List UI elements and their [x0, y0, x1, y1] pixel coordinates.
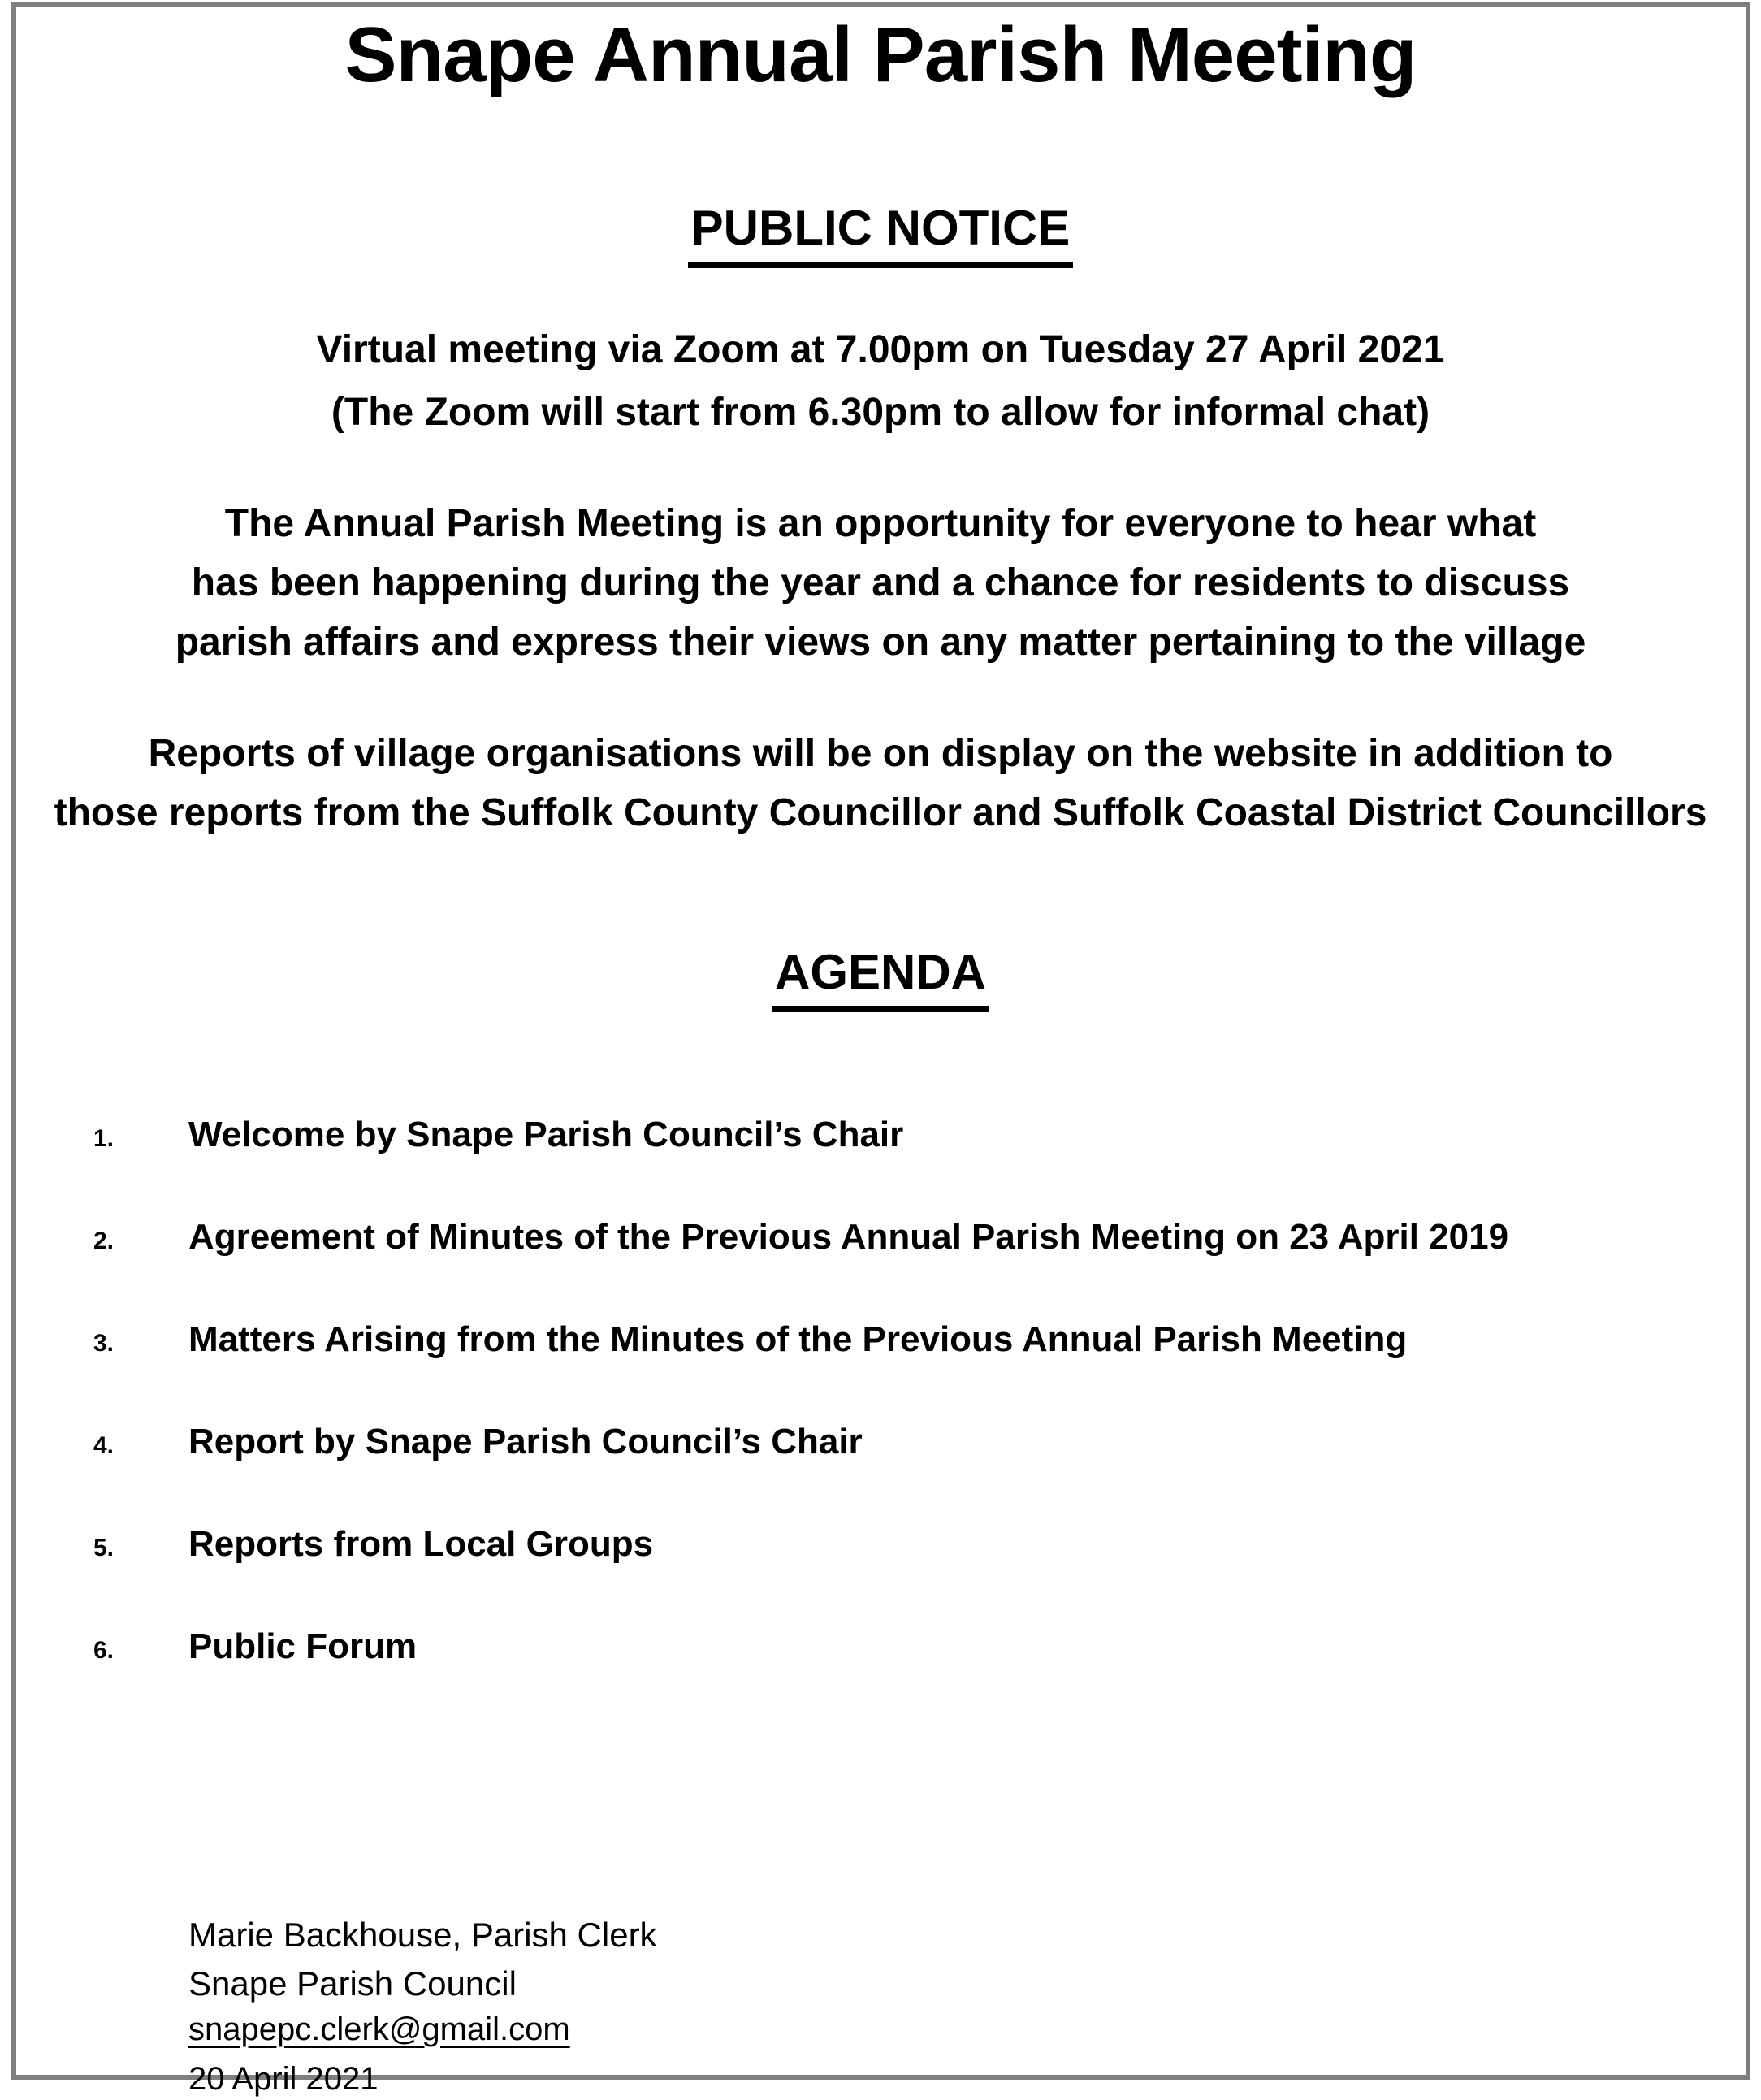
- agenda-item-text: Public Forum: [188, 1626, 418, 1666]
- intro-paragraph: [0, 494, 1761, 672]
- agenda-item-number: 6.: [93, 1637, 115, 1664]
- intro-line: The Annual Parish Meeting is an opportunity for everyone to hear what: [224, 502, 1537, 545]
- clerk-name: Marie Backhouse, Parish Clerk: [188, 1916, 657, 1954]
- agenda-item: [0, 1115, 1761, 1159]
- agenda-item-text: Matters Arising from the Minutes of the Previous Annual Parish Meeting: [188, 1319, 1408, 1359]
- meeting-details: [0, 318, 1761, 444]
- notice-date: 20 April 2021: [188, 2061, 379, 2097]
- agenda-item: [0, 1422, 1761, 1466]
- intro-line: has been happening during the year and a chance for residents to discuss: [191, 561, 1570, 604]
- agenda-heading: AGENDA: [772, 946, 989, 1012]
- footer-signature-block: [188, 1911, 1326, 2100]
- agenda-item-number: 3.: [93, 1330, 115, 1357]
- meeting-zoom-start-line: (The Zoom will start from 6.30pm to allow for informal chat): [331, 391, 1430, 434]
- page-title: Snape Annual Parish Meeting: [344, 11, 1417, 98]
- agenda-list: [0, 1115, 1761, 1729]
- agenda-item: [0, 1524, 1761, 1569]
- council-name: Snape Parish Council: [188, 1964, 517, 2003]
- agenda-item-number: 4.: [93, 1432, 115, 1459]
- reports-line: Reports of village organisations will be on display on the website in addition to: [148, 732, 1613, 775]
- public-notice-heading: PUBLIC NOTICE: [688, 201, 1074, 268]
- agenda-item-number: 1.: [93, 1125, 115, 1152]
- reports-paragraph: [0, 724, 1761, 842]
- email-link[interactable]: snapepc.clerk@gmail.com: [188, 2011, 570, 2047]
- agenda-item: [0, 1319, 1761, 1364]
- agenda-item-number: 2.: [93, 1228, 115, 1254]
- agenda-section: [0, 946, 1761, 1012]
- public-notice-section: [0, 201, 1761, 268]
- intro-line: parish affairs and express their views on any matter pertaining to the village: [175, 621, 1586, 664]
- meeting-time-line: Virtual meeting via Zoom at 7.00pm on Tuesday 27 April 2021: [316, 328, 1445, 371]
- page-border: [11, 2, 1750, 2080]
- agenda-item: [0, 1626, 1761, 1671]
- agenda-item-text: Report by Snape Parish Council’s Chair: [188, 1422, 863, 1461]
- agenda-item-number: 5.: [93, 1535, 115, 1561]
- agenda-item-text: Reports from Local Groups: [188, 1524, 654, 1564]
- agenda-item: [0, 1217, 1761, 1262]
- agenda-item-text: Agreement of Minutes of the Previous Annual Parish Meeting on 23 April 2019: [188, 1217, 1509, 1257]
- reports-line: those reports from the Suffolk County Councillor and Suffolk Coastal District Councillors: [54, 791, 1707, 834]
- agenda-item-text: Welcome by Snape Parish Council’s Chair: [188, 1115, 904, 1154]
